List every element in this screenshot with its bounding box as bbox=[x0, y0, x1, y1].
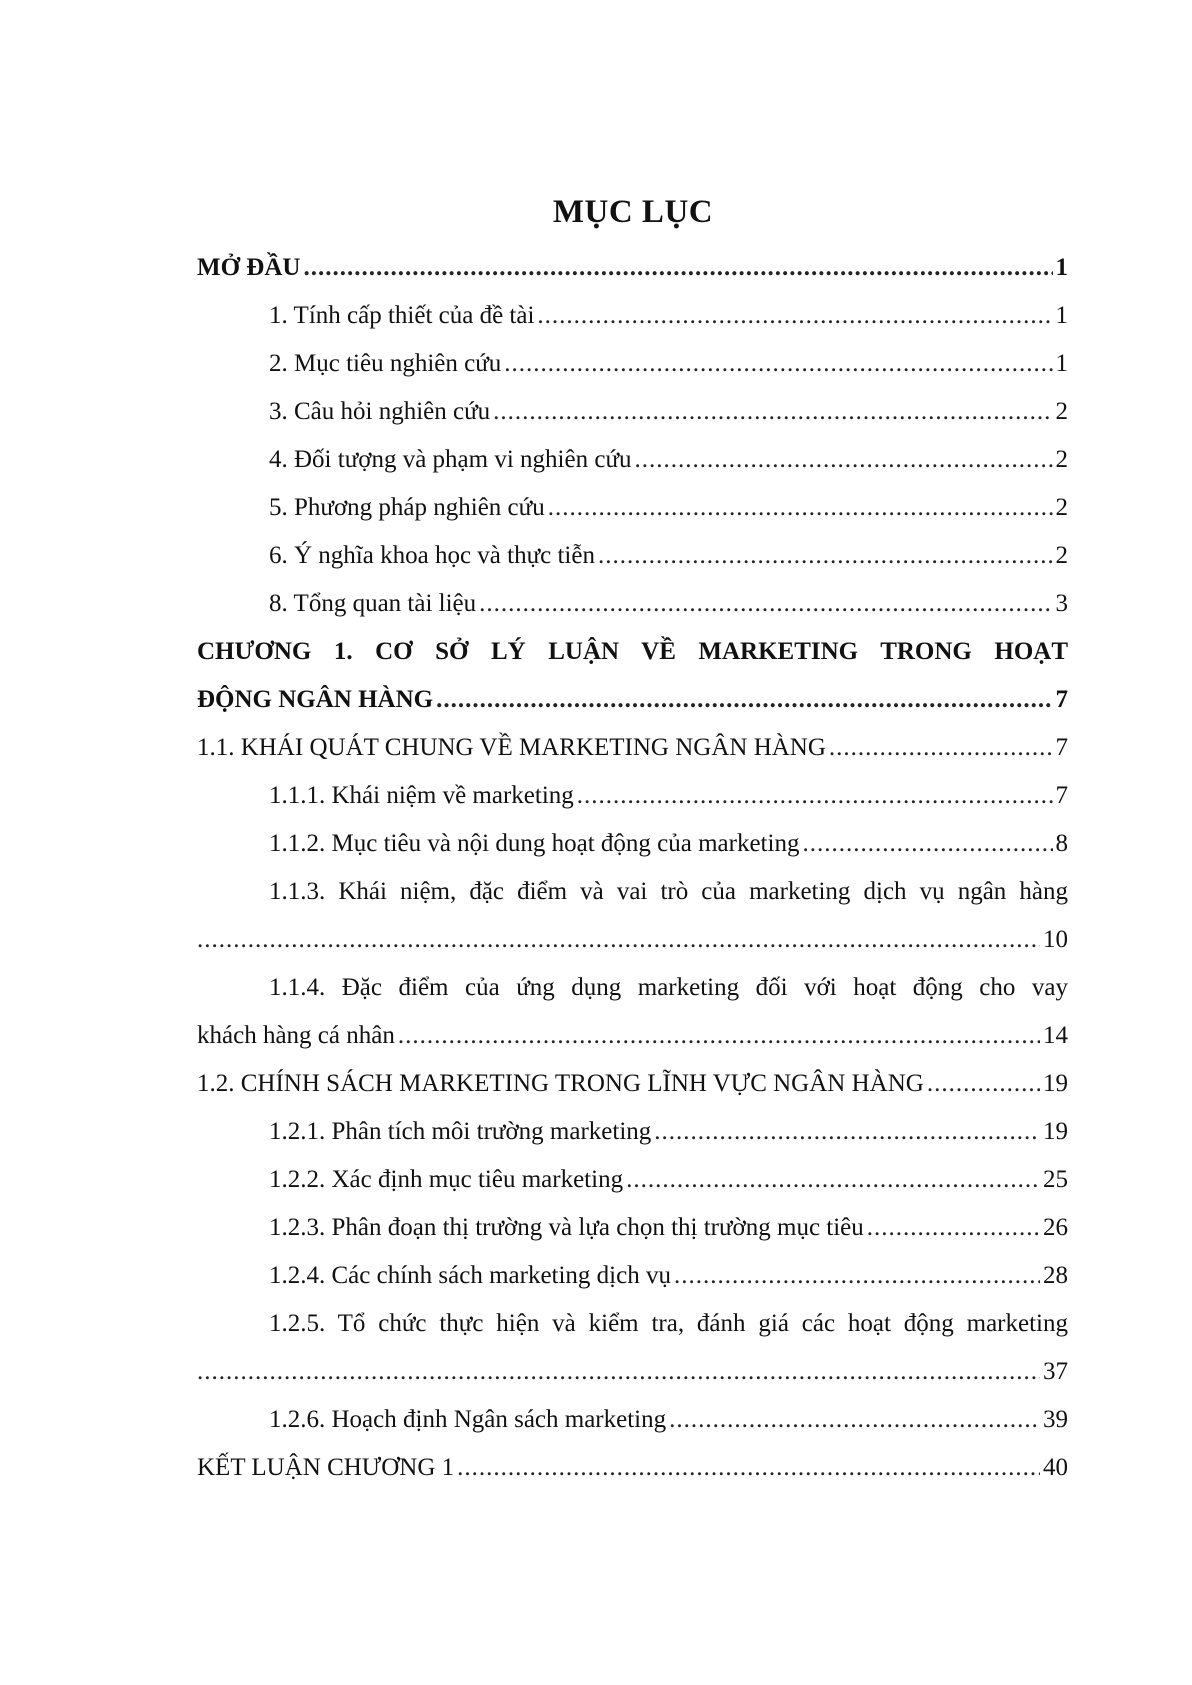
dot-leader bbox=[867, 1204, 1040, 1252]
toc-page-number: 26 bbox=[1043, 1214, 1068, 1241]
toc-entry-mo-dau[interactable] bbox=[197, 244, 1068, 292]
toc-entry-text: 1. Tính cấp thiết của đề tài bbox=[269, 302, 535, 329]
dot-leader bbox=[674, 1252, 1040, 1300]
dot-leader bbox=[635, 436, 1053, 484]
toc-entry-text: 1.2.2. Xác định mục tiêu marketing bbox=[269, 1166, 624, 1193]
toc-entry[interactable] bbox=[197, 772, 1068, 820]
dot-leader bbox=[669, 1396, 1040, 1444]
dot-leader bbox=[548, 484, 1053, 532]
toc-page-number: 37 bbox=[1043, 1358, 1068, 1385]
toc-page-number: 39 bbox=[1043, 1406, 1068, 1433]
dot-leader bbox=[479, 580, 1052, 628]
toc-entry-text: 1.2. CHÍNH SÁCH MARKETING TRONG LĨNH VỰC NGÂN HÀNG bbox=[197, 1070, 924, 1097]
toc-entry[interactable] bbox=[197, 1252, 1068, 1300]
toc-entry[interactable] bbox=[197, 868, 1068, 964]
toc-entry-text: 1.2.1. Phân tích môi trường marketing bbox=[269, 1118, 652, 1145]
toc-entry-text: 3. Câu hỏi nghiên cứu bbox=[269, 398, 491, 425]
toc-entry-text: 8. Tổng quan tài liệu bbox=[269, 590, 477, 617]
toc-page-number: 2 bbox=[1055, 398, 1068, 425]
toc-entry[interactable] bbox=[197, 484, 1068, 532]
dot-leader bbox=[598, 532, 1053, 580]
toc-entry[interactable] bbox=[197, 436, 1068, 484]
toc-entry-text: 4. Đối tượng và phạm vi nghiên cứu bbox=[269, 446, 632, 473]
toc-page-number: 2 bbox=[1055, 446, 1068, 473]
toc-page-number: 19 bbox=[1043, 1118, 1068, 1145]
dot-leader bbox=[504, 340, 1052, 388]
toc-page-number: 8 bbox=[1055, 830, 1068, 857]
dot-leader bbox=[802, 820, 1052, 868]
toc-entry[interactable] bbox=[197, 1300, 1068, 1396]
dot-leader bbox=[927, 1060, 1040, 1108]
dot-leader bbox=[626, 1156, 1040, 1204]
toc-entry[interactable] bbox=[197, 1204, 1068, 1252]
toc-page-number: 1 bbox=[1055, 302, 1068, 329]
toc-entry-text: MỞ ĐẦU bbox=[197, 254, 301, 281]
toc-entry-chuong-1[interactable] bbox=[197, 628, 1068, 724]
toc-title: MỤC LỤC bbox=[552, 194, 714, 230]
toc-entry-text: 1.1.1. Khái niệm về marketing bbox=[269, 782, 574, 809]
toc-entry[interactable] bbox=[197, 1444, 1068, 1492]
dot-leader bbox=[197, 1348, 1040, 1396]
toc-page-number: 2 bbox=[1055, 542, 1068, 569]
toc-entry[interactable] bbox=[197, 580, 1068, 628]
toc-page-number: 14 bbox=[1043, 1022, 1068, 1049]
toc-entry-text: KẾT LUẬN CHƯƠNG 1 bbox=[197, 1454, 455, 1481]
toc-entry-text: 1.2.6. Hoạch định Ngân sách marketing bbox=[269, 1406, 667, 1433]
dot-leader bbox=[829, 724, 1053, 772]
toc-entry-text-line2: ĐỘNG NGÂN HÀNG bbox=[197, 686, 434, 713]
toc-entry-text: 1.2.4. Các chính sách marketing dịch vụ bbox=[269, 1262, 671, 1289]
toc-entry[interactable] bbox=[197, 1108, 1068, 1156]
dot-leader bbox=[654, 1108, 1040, 1156]
toc-page-number: 1 bbox=[1055, 350, 1068, 377]
table-of-contents bbox=[197, 244, 1068, 1492]
toc-entry[interactable] bbox=[197, 292, 1068, 340]
toc-entry-text: 2. Mục tiêu nghiên cứu bbox=[269, 350, 502, 377]
toc-page-number: 7 bbox=[1055, 686, 1068, 713]
toc-page-number: 40 bbox=[1043, 1454, 1068, 1481]
toc-entry-text: 1.1. KHÁI QUÁT CHUNG VỀ MARKETING NGÂN HÀNG bbox=[197, 734, 826, 761]
toc-entry[interactable] bbox=[197, 820, 1068, 868]
toc-page-number: 2 bbox=[1055, 494, 1068, 521]
toc-entry[interactable] bbox=[197, 964, 1068, 1060]
toc-entry[interactable] bbox=[197, 1060, 1068, 1108]
toc-entry-text-line2: khách hàng cá nhân bbox=[197, 1022, 395, 1049]
dot-leader bbox=[197, 916, 1040, 964]
dot-leader bbox=[577, 772, 1053, 820]
toc-entry[interactable] bbox=[197, 532, 1068, 580]
dot-leader bbox=[398, 1012, 1040, 1060]
toc-entry-text-line1: 1.1.3. Khái niệm, đặc điểm và vai trò của marketing dịch vụ ngân hàng bbox=[269, 878, 1068, 905]
toc-page-number: 28 bbox=[1043, 1262, 1068, 1289]
toc-entry[interactable] bbox=[197, 1396, 1068, 1444]
toc-entry-text-line1: CHƯƠNG 1. CƠ SỞ LÝ LUẬN VỀ MARKETING TRONG HOẠT bbox=[197, 638, 1068, 665]
toc-entry-text-line1: 1.2.5. Tổ chức thực hiện và kiểm tra, đánh giá các hoạt động marketing bbox=[269, 1310, 1068, 1337]
toc-page-number: 10 bbox=[1043, 926, 1068, 953]
toc-entry[interactable] bbox=[197, 388, 1068, 436]
dot-leader bbox=[457, 1444, 1040, 1492]
toc-entry[interactable] bbox=[197, 340, 1068, 388]
toc-entry-text: 1.1.2. Mục tiêu và nội dung hoạt động của marketing bbox=[269, 830, 800, 857]
toc-entry[interactable] bbox=[197, 724, 1068, 772]
toc-entry-text: 5. Phương pháp nghiên cứu bbox=[269, 494, 545, 521]
toc-page-number: 25 bbox=[1043, 1166, 1068, 1193]
dot-leader bbox=[436, 676, 1052, 724]
toc-page-number: 3 bbox=[1055, 590, 1068, 617]
toc-page-number: 7 bbox=[1055, 782, 1068, 809]
toc-page-number: 7 bbox=[1055, 734, 1068, 761]
toc-page-number: 19 bbox=[1043, 1070, 1068, 1097]
toc-page-number: 1 bbox=[1055, 254, 1068, 281]
dot-leader bbox=[303, 244, 1052, 292]
toc-entry[interactable] bbox=[197, 1156, 1068, 1204]
dot-leader bbox=[537, 292, 1052, 340]
dot-leader bbox=[493, 388, 1052, 436]
toc-entry-text: 6. Ý nghĩa khoa học và thực tiễn bbox=[269, 542, 595, 569]
toc-entry-text-line1: 1.1.4. Đặc điểm của ứng dụng marketing đối với hoạt động cho vay bbox=[269, 974, 1068, 1001]
toc-entry-text: 1.2.3. Phân đoạn thị trường và lựa chọn thị trường mục tiêu bbox=[269, 1214, 864, 1241]
